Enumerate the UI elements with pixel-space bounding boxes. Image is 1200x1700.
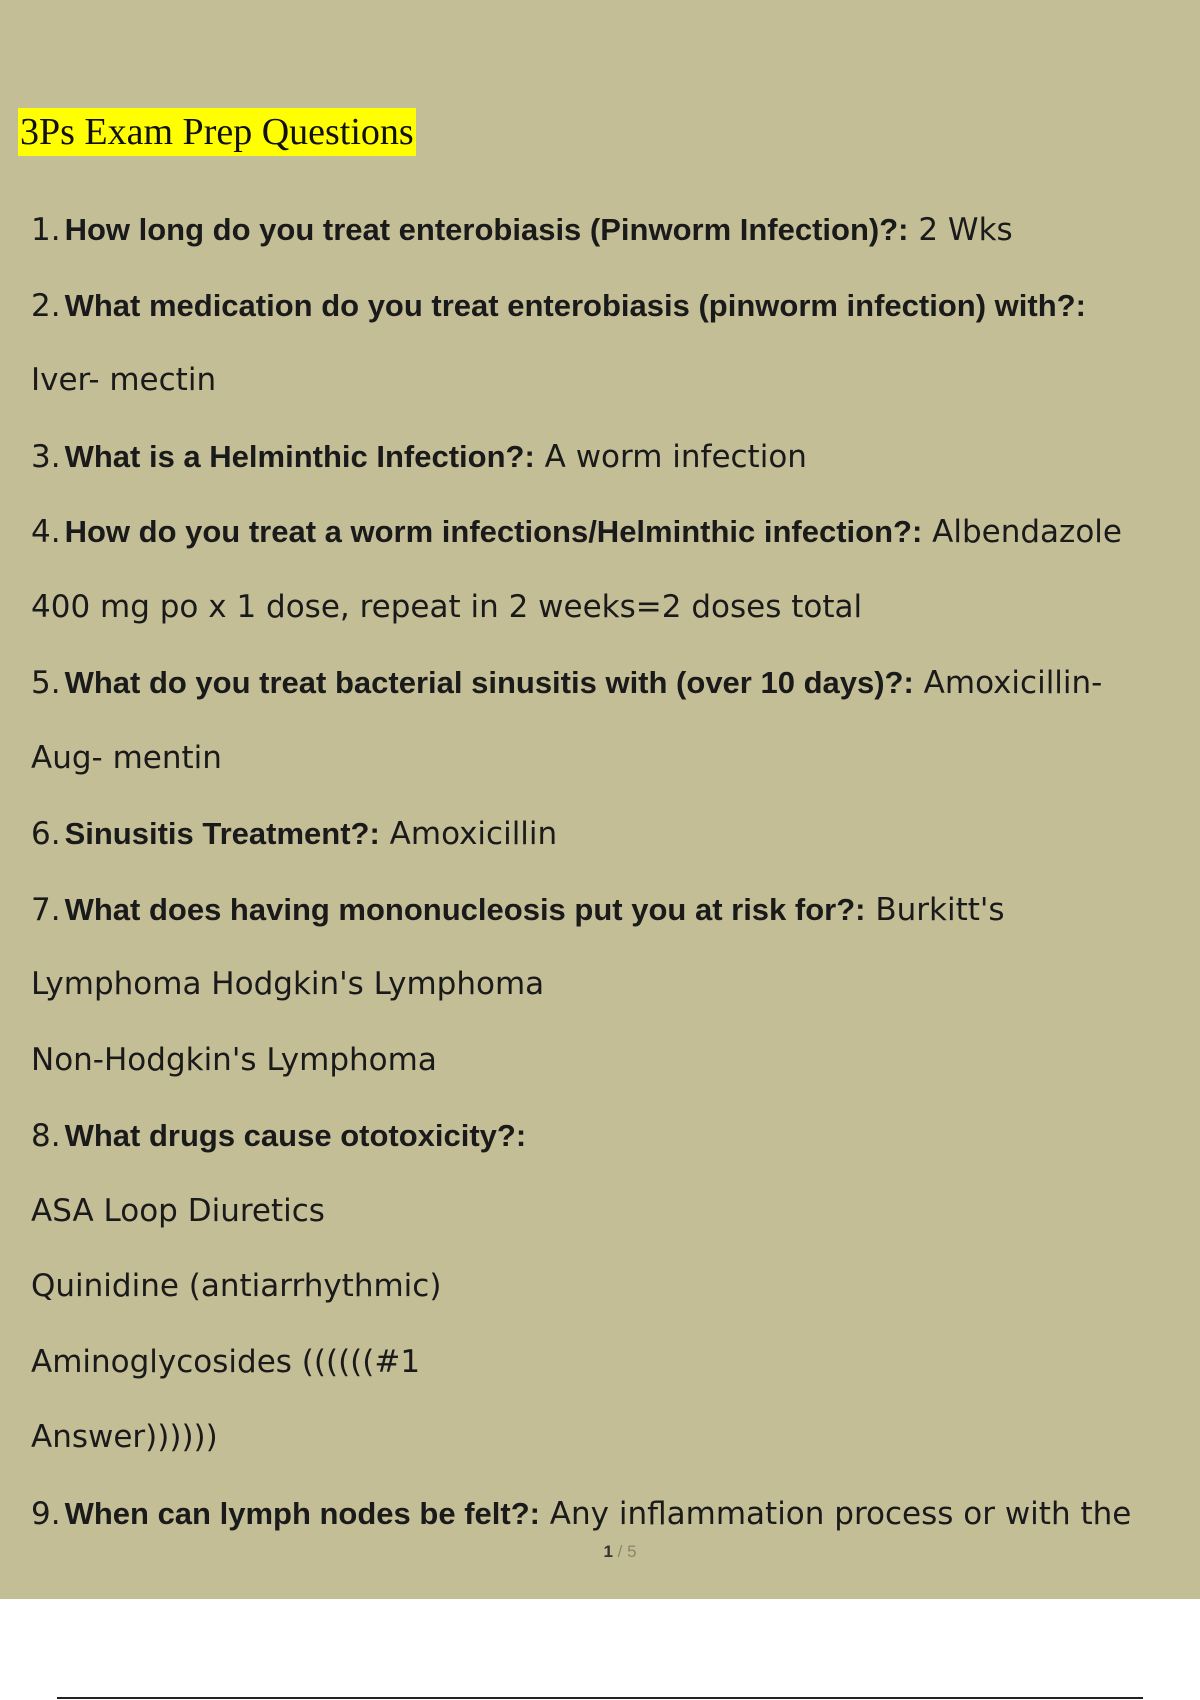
list-line [31,494,1191,570]
question-number: 4. [31,514,61,550]
question-text: What does having mononucleosis put you at risk for?: [64,891,866,927]
question-text: What drugs cause ototoxicity?: [64,1118,527,1153]
question-text: What do you treat bacterial sinusitis with (over 10 days)?: [64,665,914,700]
list-line [31,645,1191,721]
document-title: 3Ps Exam Prep Questions [18,108,416,156]
question-text: How do you treat a worm infections/Helminthic infection?: [64,514,923,549]
answer-text: 2 Wks [908,212,1013,248]
question-number: 5. [31,665,61,701]
question-text: What medication do you treat enterobiasis (pinworm infection) with?: [64,287,1086,323]
list-line [31,1325,1191,1401]
question-number: 8. [31,1118,61,1154]
list-line [31,192,1191,268]
list-line [31,1476,1191,1552]
question-number: 7. [31,891,61,928]
question-text: How long do you treat enterobiasis (Pinworm Infection)?: [64,212,909,247]
question-text: What is a Helminthic Infection?: [64,438,535,474]
question-text: When can lymph nodes be felt?: [64,1495,540,1531]
current-page-number: 1 [603,1542,613,1561]
list-line [31,796,1191,872]
list-line [31,872,1191,948]
question-list [31,192,1191,1551]
answer-text: Lymphoma Hodgkin's Lymphoma [31,966,545,1002]
page-indicator [0,1542,1200,1562]
question-number: 1. [31,212,61,248]
answer-text: Non-Hodgkin's Lymphoma [31,1041,437,1078]
answer-text: Aug- mentin [31,739,222,776]
answer-text: Amoxicillin- [913,665,1103,701]
answer-text: 400 mg po x 1 dose, repeat in 2 weeks=2 doses total [31,588,863,625]
question-number: 6. [31,816,61,852]
list-line [31,947,1191,1023]
answer-text: Albendazole [922,514,1122,550]
list-line [31,1400,1191,1476]
answer-text: A worm infection [534,438,807,475]
list-line [31,1023,1191,1099]
answer-text: Answer)))))) [31,1419,218,1455]
question-number: 9. [31,1495,61,1532]
list-line [31,343,1191,419]
question-text: Sinusitis Treatment?: [64,816,380,851]
answer-text: Amoxicillin [379,816,558,852]
list-line [31,1098,1191,1174]
answer-text: Any inflammation process or with the [539,1495,1132,1532]
answer-text: ASA Loop Diuretics [31,1192,325,1229]
answer-text: Aminoglycosides ((((((#1 [31,1343,421,1380]
question-number: 2. [31,287,61,324]
answer-text: Iver- mectin [31,362,217,398]
question-number: 3. [31,438,61,475]
list-line [31,1174,1191,1250]
total-pages: / 5 [612,1542,637,1561]
list-line [31,570,1191,646]
page-divider [57,1697,1143,1699]
list-line [31,1249,1191,1325]
answer-text: Burkitt's [865,891,1005,928]
answer-text: Quinidine (antiarrhythmic) [31,1268,442,1304]
list-line [31,721,1191,797]
list-line [31,268,1191,344]
list-line [31,419,1191,495]
